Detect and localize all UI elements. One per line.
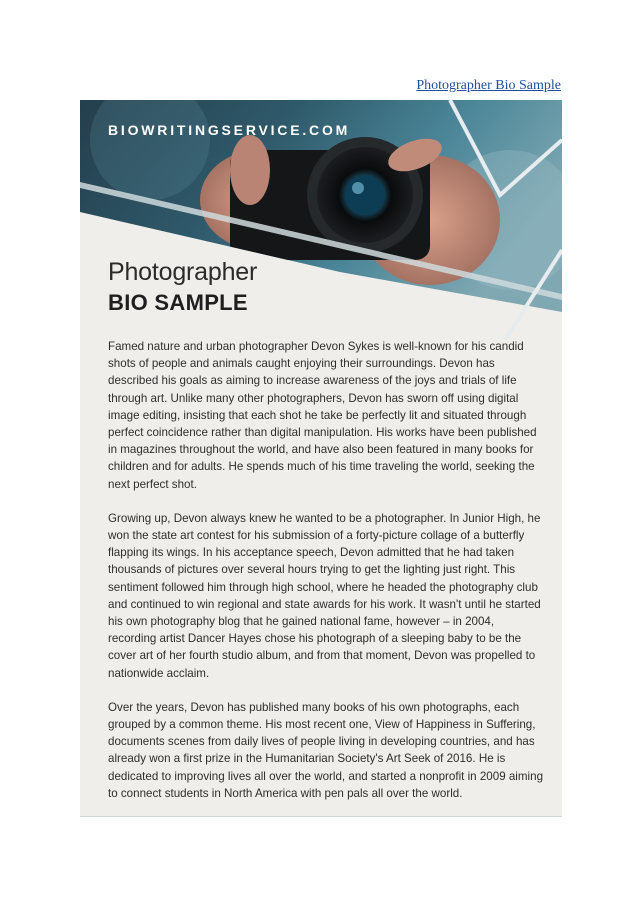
bio-paragraph-1: Famed nature and urban photographer Devon Sykes is well-known for his candid shots of people and animals caught enjoying their surroundings. Devon has described his goals as aiming to increase awareness of the joys and trials of life through art. Unlike many other photographers, Devon has sworn off using digital image editing, insisting that each shot he take be perfectly lit and situated through perfect coincidence rather than digital manipulation. His works have been published in magazines throughout the world, and have also been featured in many books for children and for adults. He spends much of his time traveling the world, seeking the next perfect shot.	[108, 340, 537, 491]
title-line-1: Photographer	[108, 258, 258, 286]
divider	[80, 816, 562, 817]
bio-body	[108, 338, 544, 817]
title-line-2: BIO SAMPLE	[108, 290, 248, 315]
photographer-bio-sample-link[interactable]: Photographer Bio Sample	[416, 78, 561, 93]
brand-wordmark: BIOWRITINGSERVICE.COM	[108, 122, 351, 138]
bio-paragraph-2: Growing up, Devon always knew he wanted to be a photographer. In Junior High, he won the state art contest for his submission of a forty-picture collage of a butterfly flapping its wings. In his acceptance speech, Devon admitted that he had taken thousands of pictures over several hours trying to get the lighting just right. This sentiment followed him through high school, where he headed the photography club and continued to win regional and state awards for his work. It wasn't until he started his own photography blog that he gained national fame, however – in 2004, recording artist Dancer Hayes chose his photograph of a sleeping baby to be the cover art of her fourth studio album, and from that moment, Devon was propelled to nationwide acclaim.	[108, 511, 541, 680]
bio-paragraph-3: Over the years, Devon has published many books of his own photographs, each grouped by a common theme. His most recent one, View of Happiness in Suffering, documents scenes from daily lives of people living in developing countries, and has already won a first prize in the Humanitarian Society's Art Seek of 2016. He is dedicated to improving lives all over the world, and started a nonprofit in 2009 aiming to connect students in North America with pen pals all over the world.	[108, 700, 544, 800]
bio-card	[80, 100, 562, 817]
bio-title	[108, 256, 257, 318]
